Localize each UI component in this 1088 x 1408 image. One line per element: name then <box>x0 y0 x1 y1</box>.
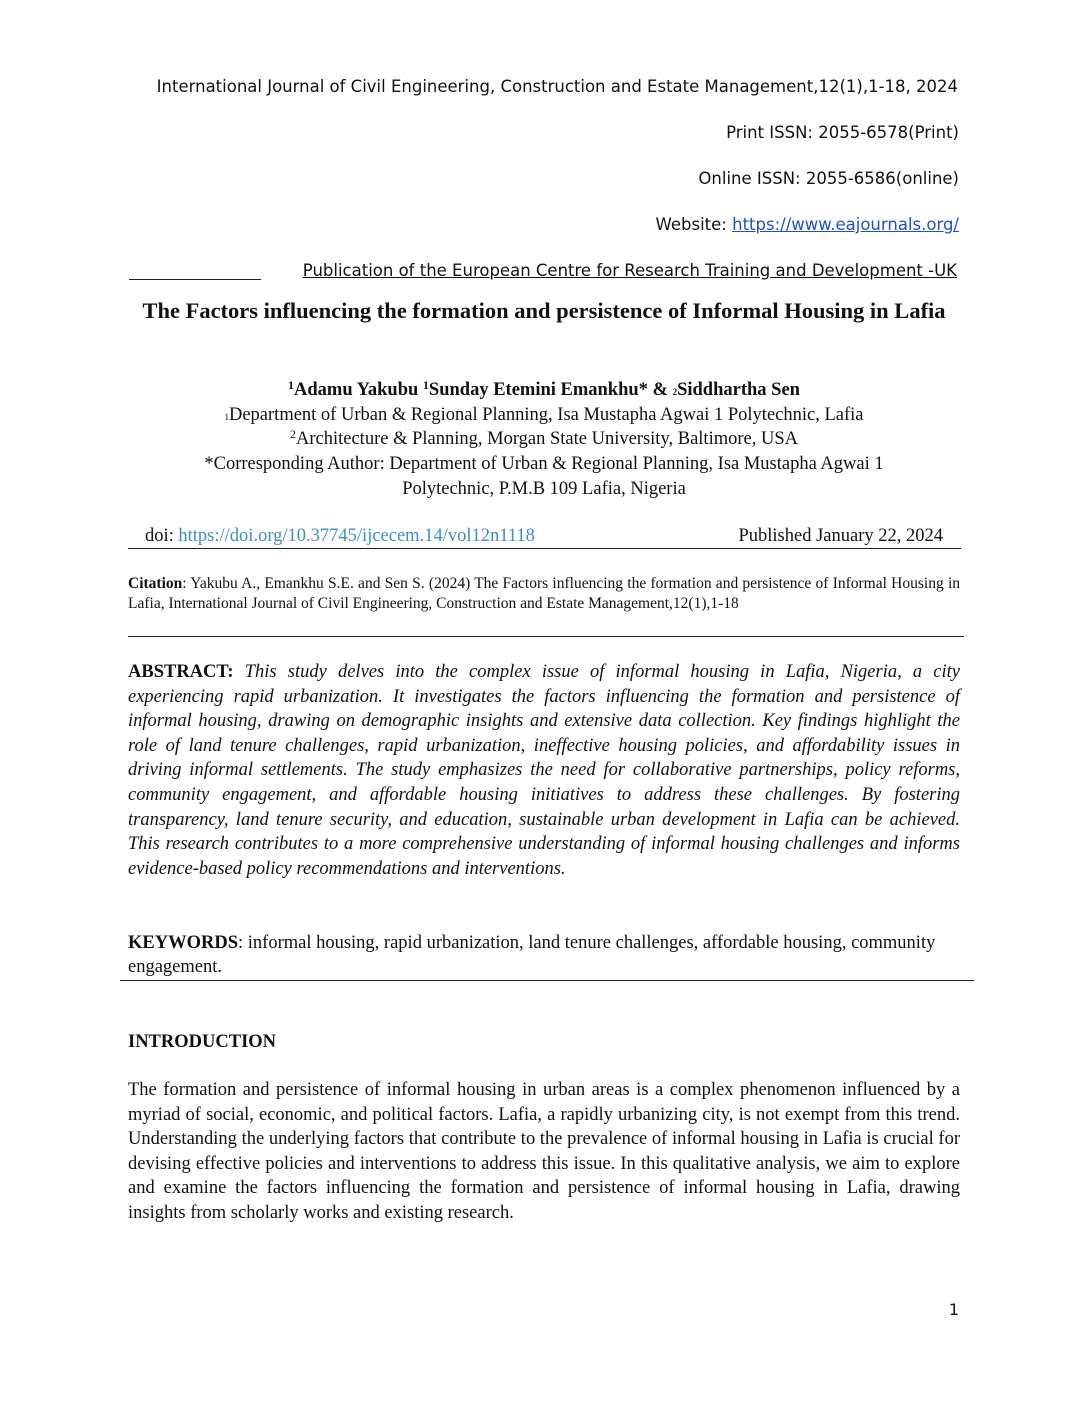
website-link[interactable]: https://www.eajournals.org/ <box>732 215 959 234</box>
doi-rule <box>128 548 961 549</box>
affiliation-1 <box>128 403 960 428</box>
affiliation-2 <box>128 427 960 452</box>
keywords <box>128 931 960 979</box>
published-date: Published January 22, 2024 <box>738 526 943 546</box>
author-2-name: Sunday Etemini Emankhu* & <box>428 380 673 400</box>
page-number: 1 <box>948 1300 959 1319</box>
affiliation-1-sup: 1 <box>224 412 229 422</box>
print-issn: Print ISSN: 2055-6578(Print) <box>726 123 959 142</box>
author-1-name: Adamu Yakubu <box>294 380 423 400</box>
corresponding-author-line-2: Polytechnic, P.M.B 109 Lafia, Nigeria <box>402 479 686 499</box>
corresponding-author-line-1: *Corresponding Author: Department of Urban & Regional Planning, Isa Mustapha Agwai 1 <box>204 454 884 474</box>
affiliation-2-sup: 2 <box>290 427 296 441</box>
publication-line: Publication of the European Centre for Research Training and Development -UK <box>302 261 957 280</box>
abstract-text: This study delves into the complex issue of informal housing in Lafia, Nigeria, a city experiencing rapid urbanization. It investigates the factors influencing the formation and persistence of informal housing, drawing on demographic insights and extensive data collection. Key findings highlight the role of land tenure challenges, rapid urbanization, ineffective housing policies, and affordability issues in driving informal settlements. The study emphasizes the need for collaborative partnerships, policy reforms, community engagement, and affordable housing initiatives to address these challenges. By fostering transparency, land tenure security, and education, sustainable urban development in Lafia can be achieved. This research contributes to a more comprehensive understanding of informal housing challenges and informs evidence-based policy recommendations and interventions. <box>128 662 961 879</box>
citation-rule <box>128 636 964 637</box>
citation-text: : Yakubu A., Emankhu S.E. and Sen S. (2024) The Factors influencing the formation and persistence of Informal Housing in Lafia, International Journal of Civil Engineering, Construction and Estate Management,12(1),1-18 <box>128 575 960 612</box>
article-title: The Factors influencing the formation and persistence of Informal Housing in Lafia <box>142 298 946 323</box>
website-line <box>656 214 959 236</box>
keywords-rule <box>120 980 974 981</box>
abstract <box>128 660 960 881</box>
author-3-sup: 2 <box>672 387 678 397</box>
affiliation-2-text: Architecture & Planning, Morgan State University, Baltimore, USA <box>296 429 798 449</box>
author-2-sup: 1 <box>422 378 429 392</box>
website-label: Website: <box>655 215 733 234</box>
doi-link[interactable]: https://doi.org/10.37745/ijcecem.14/vol12n1118 <box>178 526 535 546</box>
abstract-label: ABSTRACT: <box>128 662 234 682</box>
journal-header: International Journal of Civil Engineering, Construction and Estate Management,12(1),1-18, 2024 <box>156 77 958 96</box>
affiliation-1-text: Department of Urban & Regional Planning, Isa Mustapha Agwai 1 Polytechnic, Lafia <box>228 405 864 425</box>
doi-label: doi: <box>145 526 179 546</box>
header-left-rule <box>129 279 261 280</box>
keywords-label: KEYWORDS <box>128 933 238 953</box>
author-1-sup: 1 <box>288 378 295 392</box>
citation-label: Citation <box>128 575 183 592</box>
keywords-text: : informal housing, rapid urbanization, land tenure challenges, affordable housing, community engagement. <box>128 933 936 977</box>
online-issn: Online ISSN: 2055-6586(online) <box>698 169 959 188</box>
doi-line <box>145 524 535 548</box>
introduction-body: The formation and persistence of informal housing in urban areas is a complex phenomenon influenced by a myriad of social, economic, and political factors. Lafia, a rapidly urbanizing city, is not exempt from this trend. Understanding the underlying factors that contribute to the prevalence of informal housing in Lafia is crucial for devising effective policies and interventions to address this issue. In this qualitative analysis, we aim to explore and examine the factors influencing the formation and persistence of informal housing in Lafia, drawing insights from scholarly works and existing research. <box>128 1080 960 1223</box>
citation <box>128 574 960 614</box>
introduction-heading: INTRODUCTION <box>128 1032 277 1052</box>
author-3-name: Siddhartha Sen <box>677 380 800 400</box>
author-list <box>128 378 960 403</box>
